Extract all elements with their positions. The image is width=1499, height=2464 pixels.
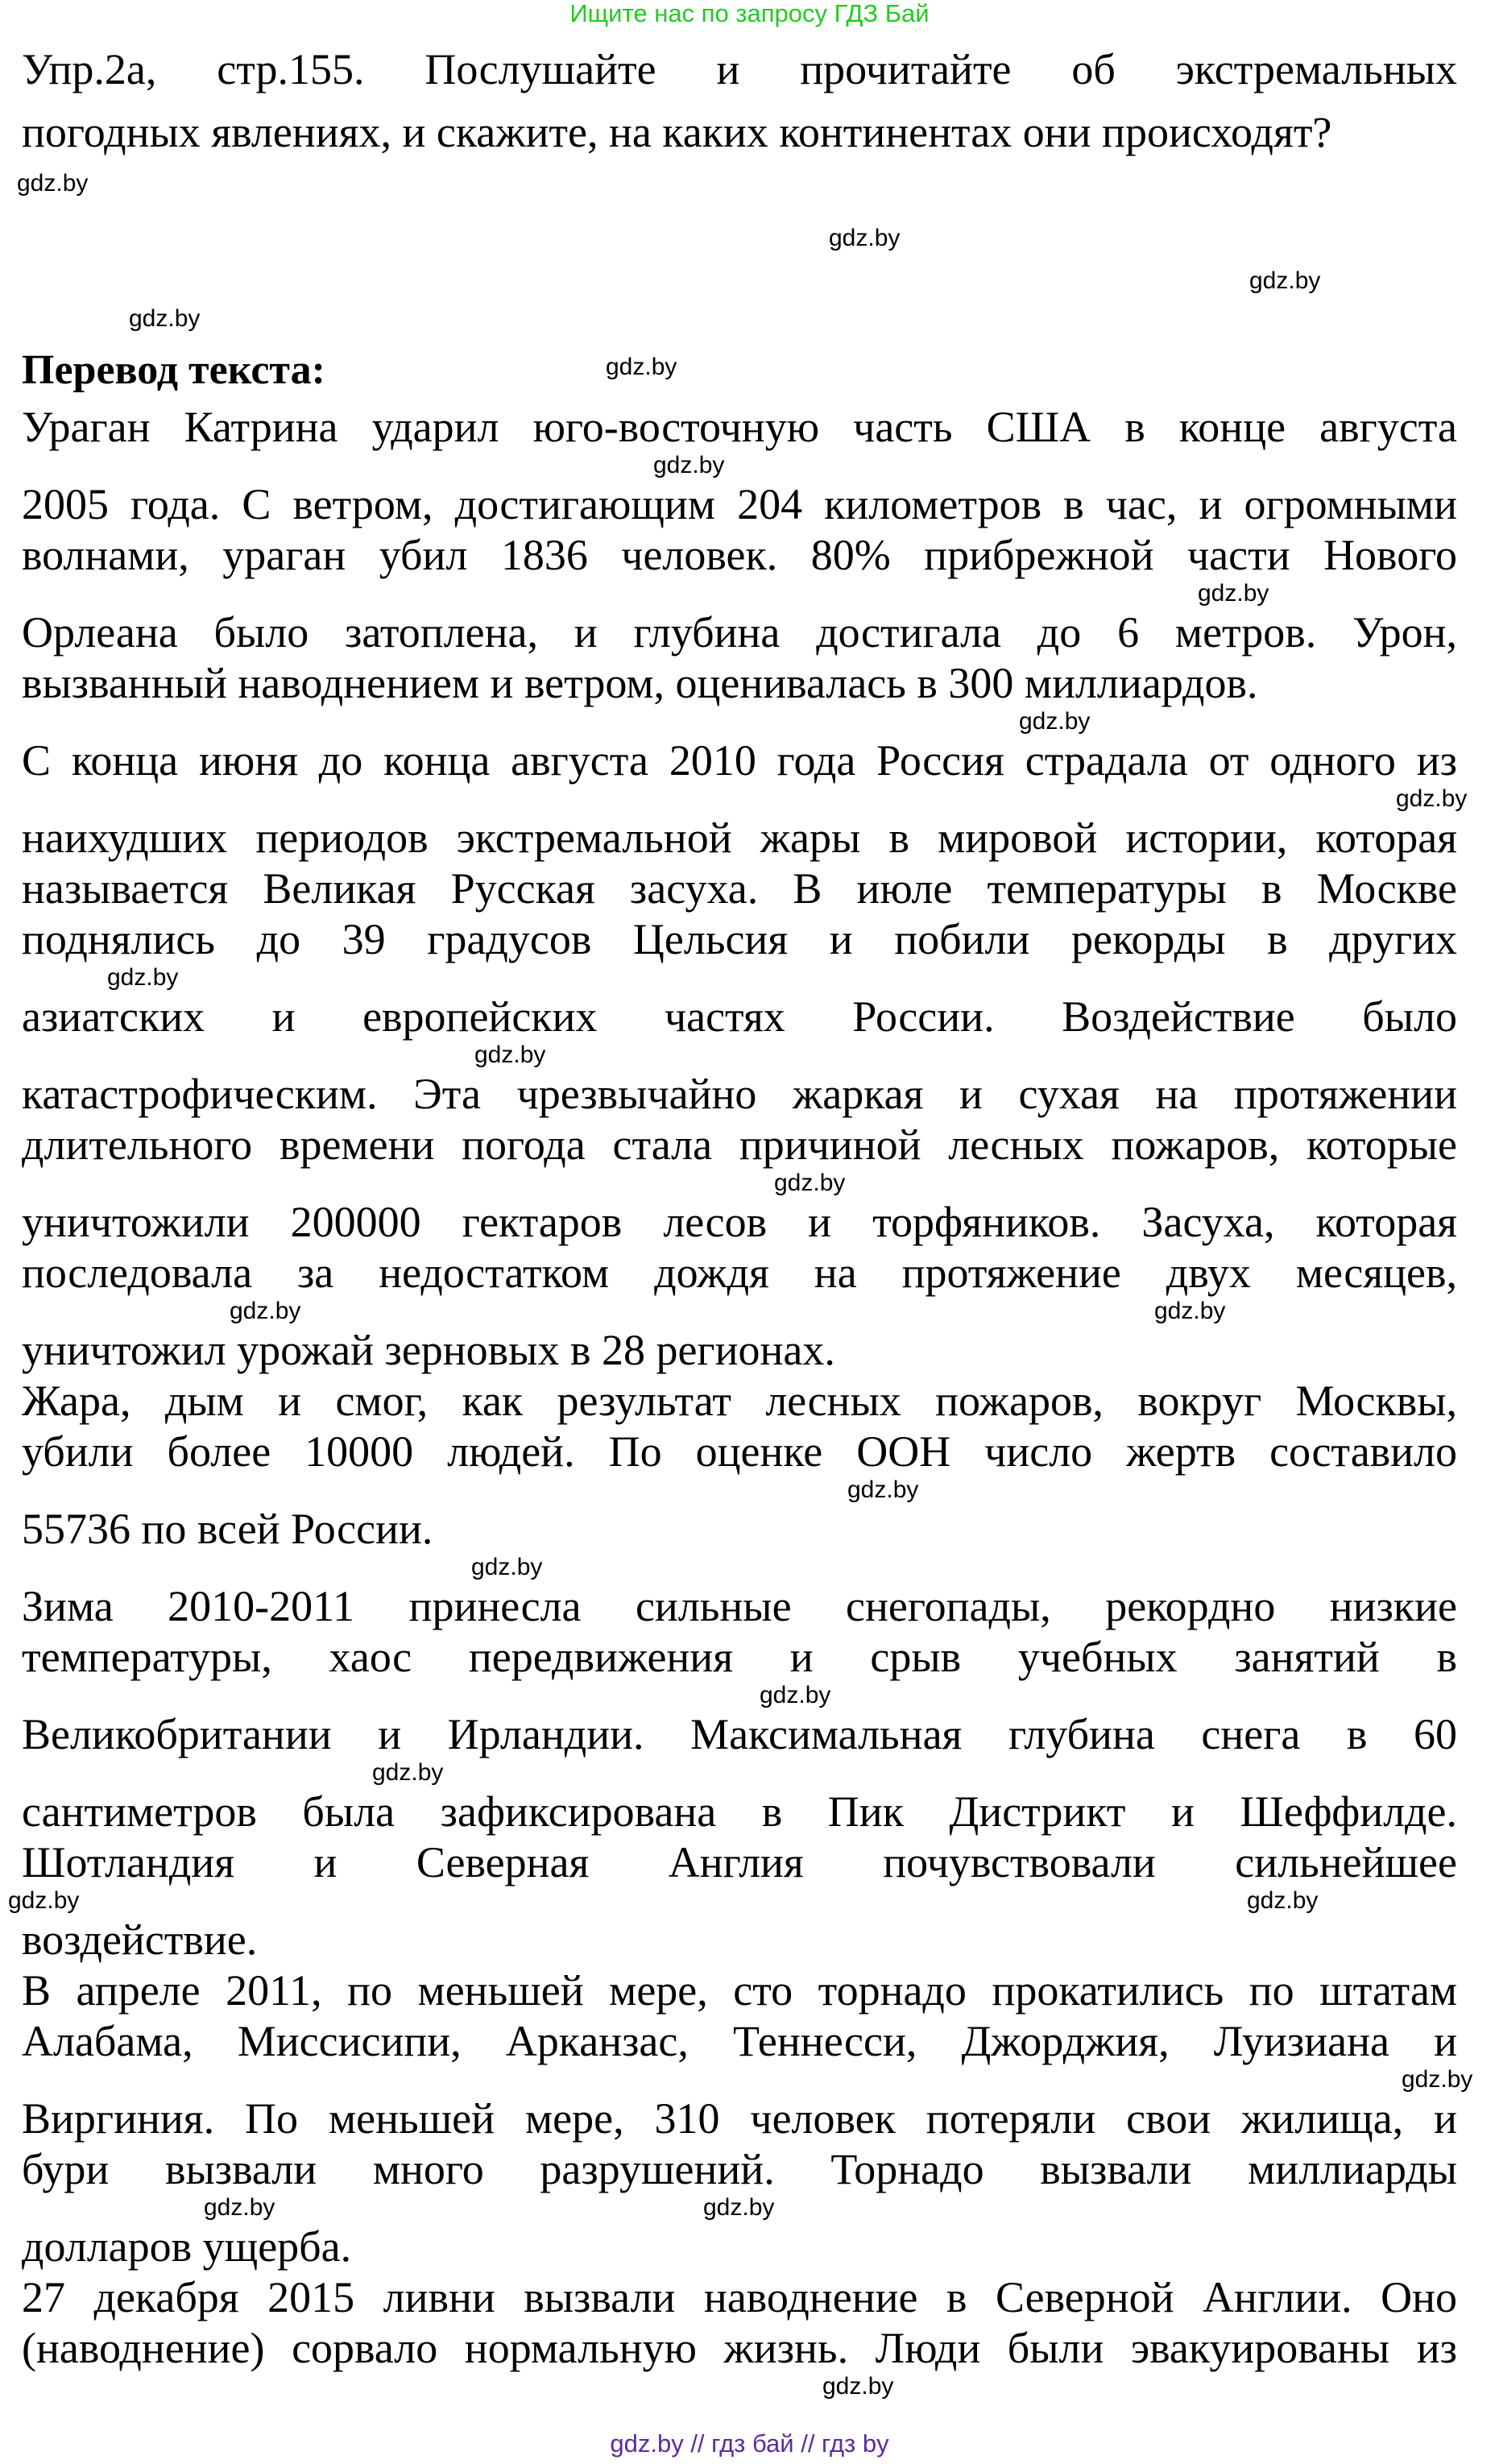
paragraph-line: воздействие. bbox=[22, 1915, 258, 1964]
paragraph-line: Шотландия и Северная Англия почувствовали сильнейшее bbox=[22, 1838, 1457, 1886]
watermark: gdz.by bbox=[653, 452, 725, 478]
paragraph-line: уничтожил урожай зерновых в 28 регионах. bbox=[22, 1326, 835, 1374]
watermark: gdz.by bbox=[703, 2194, 775, 2221]
footer-links[interactable]: gdz.by // гдз бай // гдз by bbox=[610, 2429, 889, 2458]
paragraph-line: последовала за недостатком дождя на протяжение двух месяцев, bbox=[22, 1249, 1457, 1297]
paragraph-line: наихудших периодов экстремальной жары в мировой истории, которая bbox=[22, 814, 1457, 862]
paragraph-line: Жара, дым и смог, как результат лесных пожаров, вокруг Москвы, bbox=[22, 1377, 1457, 1425]
paragraph-line: волнами, ураган убил 1836 человек. 80% прибрежной части Нового bbox=[22, 531, 1457, 579]
watermark: gdz.by bbox=[107, 964, 179, 991]
paragraph-line: Орлеана было затоплена, и глубина достигала до 6 метров. Урон, bbox=[22, 608, 1457, 656]
paragraph-line: температуры, хаос передвижения и срыв учебных занятий в bbox=[22, 1633, 1457, 1681]
paragraph-line: Алабама, Миссисипи, Арканзас, Теннесси, Джорджия, Луизиана и bbox=[22, 2017, 1457, 2065]
translation-heading: Перевод текста: bbox=[22, 347, 325, 393]
paragraph-line: катастрофическим. Эта чрезвычайно жаркая и сухая на протяжении bbox=[22, 1070, 1457, 1118]
watermark: gdz.by bbox=[1396, 785, 1468, 812]
watermark: gdz.by bbox=[829, 225, 901, 251]
paragraph-line: называется Великая Русская засуха. В июле температуры в Москве bbox=[22, 864, 1457, 913]
watermark: gdz.by bbox=[8, 1887, 80, 1914]
exercise-title-line-1: Упр.2а, стр.155. Послушайте и прочитайте об экстремальных bbox=[22, 45, 1457, 93]
watermark: gdz.by bbox=[760, 1682, 831, 1708]
watermark: gdz.by bbox=[1019, 708, 1091, 735]
watermark: gdz.by bbox=[17, 170, 89, 197]
search-banner[interactable]: Ищите нас по запросу ГДЗ Бай bbox=[569, 0, 930, 27]
watermark: gdz.by bbox=[1198, 580, 1269, 607]
watermark: gdz.by bbox=[1247, 1887, 1319, 1914]
watermark: gdz.by bbox=[847, 1476, 919, 1503]
paragraph-line: 27 декабря 2015 ливни вызвали наводнение в Северной Англии. Оно bbox=[22, 2273, 1457, 2321]
paragraph-line: Виргиния. По меньшей мере, 310 человек потеряли свои жилища, и bbox=[22, 2094, 1457, 2143]
paragraph-line: 2005 года. С ветром, достигающим 204 километров в час, и огромными bbox=[22, 480, 1457, 528]
watermark: gdz.by bbox=[1154, 1298, 1226, 1324]
watermark: gdz.by bbox=[372, 1759, 444, 1786]
watermark: gdz.by bbox=[822, 2373, 894, 2400]
paragraph-line: поднялись до 39 градусов Цельсия и побили рекорды в других bbox=[22, 915, 1457, 963]
paragraph-line: сантиметров была зафиксирована в Пик Дистрикт и Шеффилде. bbox=[22, 1787, 1457, 1836]
paragraph-line: Ураган Катрина ударил юго-восточную часть США в конце августа bbox=[22, 403, 1457, 451]
watermark: gdz.by bbox=[471, 1554, 543, 1580]
paragraph-line: азиатских и европейских частях России. Воздействие было bbox=[22, 992, 1457, 1041]
watermark: gdz.by bbox=[774, 1170, 846, 1196]
watermark: gdz.by bbox=[1402, 2066, 1473, 2093]
watermark: gdz.by bbox=[606, 354, 677, 380]
paragraph-line: (наводнение) сорвало нормальную жизнь. Люди были эвакуированы из bbox=[22, 2324, 1457, 2372]
paragraph-line: вызванный наводнением и ветром, оценивалась в 300 миллиардов. bbox=[22, 659, 1258, 707]
paragraph-line: Зима 2010-2011 принесла сильные снегопады, рекордно низкие bbox=[22, 1582, 1457, 1630]
paragraph-line: бури вызвали много разрушений. Торнадо вызвали миллиарды bbox=[22, 2145, 1457, 2193]
paragraph-line: С конца июня до конца августа 2010 года Россия страдала от одного из bbox=[22, 736, 1457, 785]
paragraph-line: долларов ущерба. bbox=[22, 2222, 352, 2271]
watermark: gdz.by bbox=[474, 1042, 546, 1068]
paragraph-line: 55736 по всей России. bbox=[22, 1505, 433, 1553]
paragraph-line: убили более 10000 людей. По оценке ООН число жертв составило bbox=[22, 1427, 1457, 1476]
exercise-title-line-2: погодных явлениях, и скажите, на каких континентах они происходят? bbox=[22, 108, 1332, 156]
watermark: gdz.by bbox=[1249, 267, 1321, 294]
watermark: gdz.by bbox=[204, 2194, 275, 2221]
paragraph-line: уничтожили 200000 гектаров лесов и торфяников. Засуха, которая bbox=[22, 1198, 1457, 1246]
paragraph-line: длительного времени погода стала причиной лесных пожаров, которые bbox=[22, 1120, 1457, 1169]
paragraph-line: В апреле 2011, по меньшей мере, сто торнадо прокатились по штатам bbox=[22, 1966, 1457, 2015]
watermark: gdz.by bbox=[129, 305, 201, 332]
watermark: gdz.by bbox=[230, 1298, 301, 1324]
paragraph-line: Великобритании и Ирландии. Максимальная глубина снега в 60 bbox=[22, 1710, 1457, 1758]
